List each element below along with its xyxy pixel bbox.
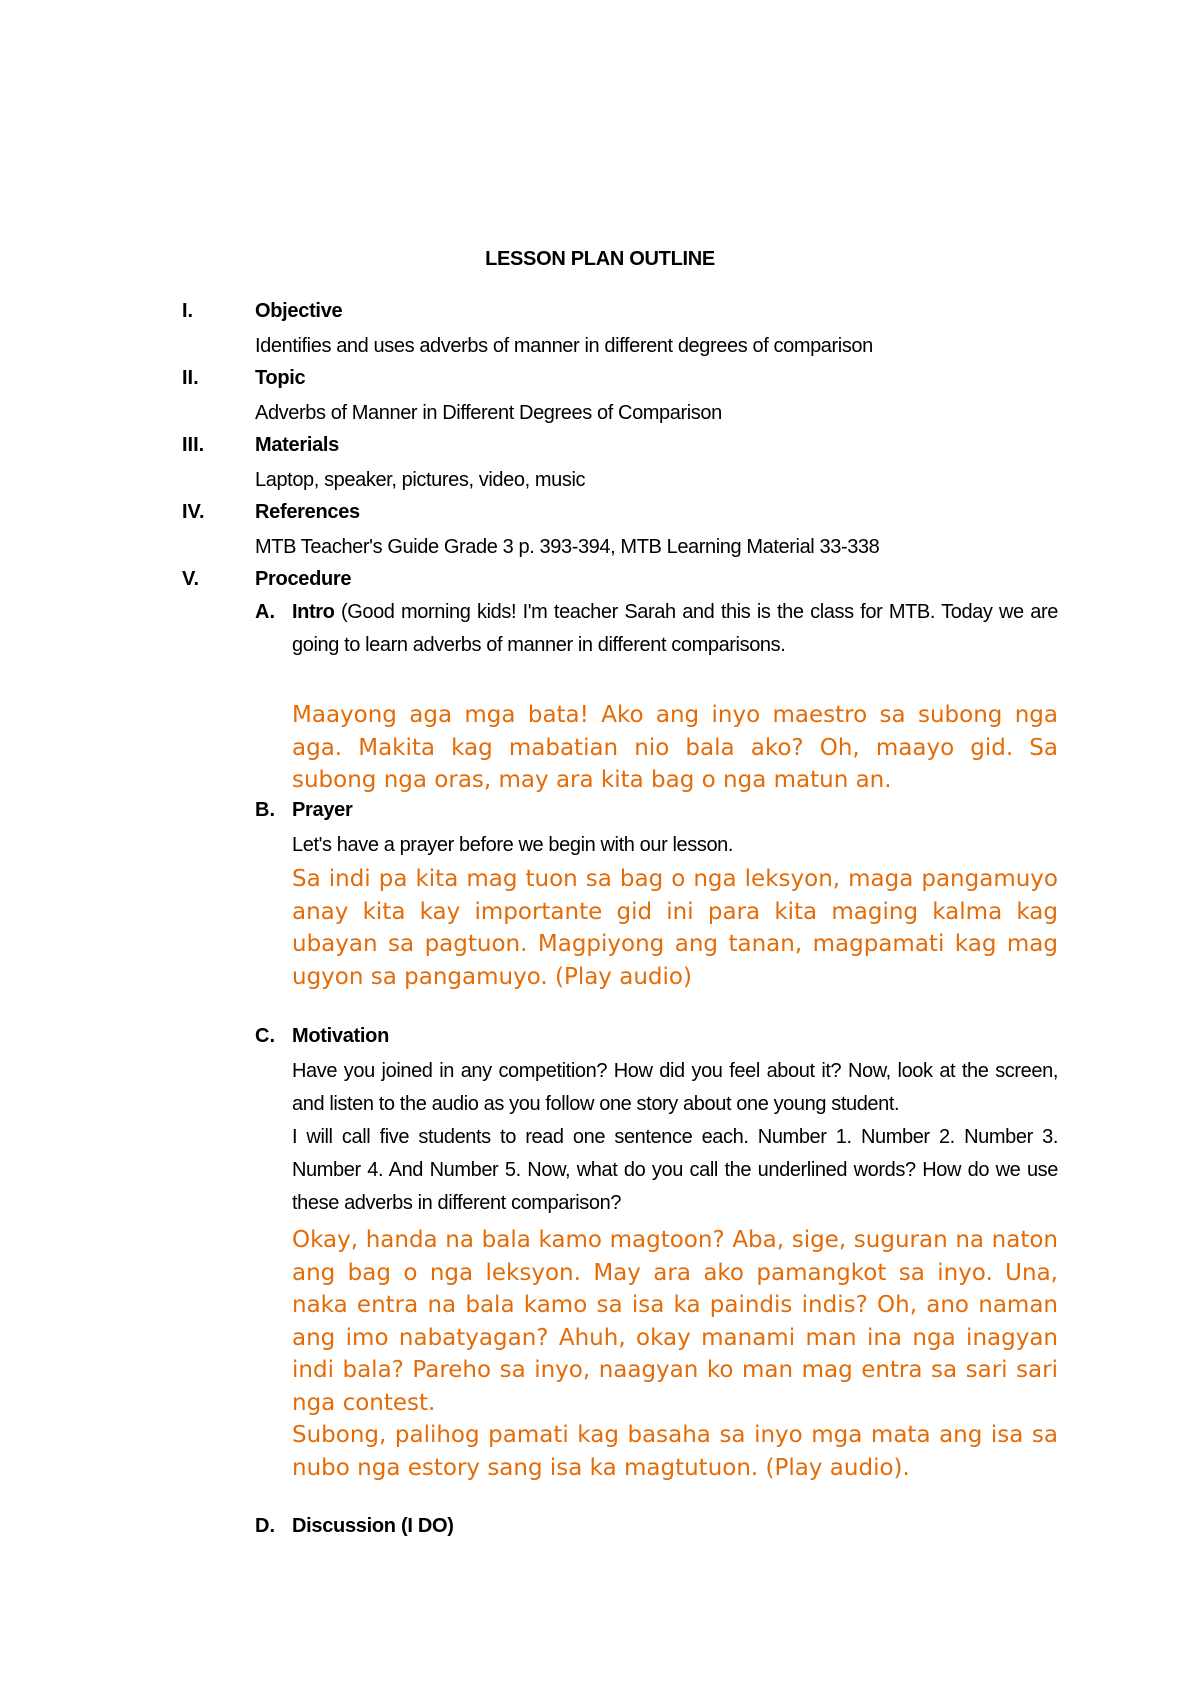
section-heading-references: References <box>255 501 360 523</box>
step-letter: D. <box>255 1515 275 1537</box>
section-heading-materials: Materials <box>255 434 340 456</box>
section-body-references: MTB Teacher's Guide Grade 3 p. 393-394, MTB Learning Material 33-338 <box>255 536 880 558</box>
section-numeral: II. <box>182 367 199 389</box>
step-heading-motivation: Motivation <box>292 1025 389 1047</box>
section-body-objective: Identifies and uses adverbs of manner in different degrees of comparison <box>255 335 873 357</box>
intro-local-text: Maayong aga mga bata! Ako ang inyo maestro sa subong nga aga. Makita kag mabatian nio bala ako? Oh, maayo gid. Sa subong nga oras, may ara kita bag o nga matun an. <box>292 702 1058 793</box>
prayer-english: Let's have a prayer before we begin with our lesson. <box>292 834 734 856</box>
section-body-topic: Adverbs of Manner in Different Degrees of Comparison <box>255 402 722 424</box>
motivation-local-text-2: Subong, palihog pamati kag basaha sa inyo mga mata ang isa sa nubo nga estory sang isa ka magtutuon. (Play audio). <box>292 1422 1058 1481</box>
motivation-english-1: Have you joined in any competition? How did you feel about it? Now, look at the screen, and listen to the audio as you follow one story about one young student. <box>292 1060 1058 1115</box>
intro-english <box>292 596 1058 662</box>
step-letter: C. <box>255 1025 275 1047</box>
step-heading-intro: Intro <box>292 601 335 623</box>
prayer-local-text: Sa indi pa kita mag tuon sa bag o nga leksyon, maga pangamuyo anay kita kay importante gid ini para kita maging kalma kag ubayan sa pagtuon. Magpiyong ang tanan, magpamati kag mag ugyon sa pangamuyo. (Play audio) <box>292 866 1058 990</box>
step-letter: B. <box>255 799 275 821</box>
section-heading-topic: Topic <box>255 367 306 389</box>
section-heading-objective: Objective <box>255 300 343 322</box>
section-heading-procedure: Procedure <box>255 568 352 590</box>
section-numeral: III. <box>182 434 205 456</box>
document-title: LESSON PLAN OUTLINE <box>485 248 715 270</box>
section-body-materials: Laptop, speaker, pictures, video, music <box>255 469 586 491</box>
step-letter: A. <box>255 601 275 623</box>
step-heading-discussion: Discussion (I DO) <box>292 1515 454 1537</box>
section-numeral: IV. <box>182 501 205 523</box>
intro-english-text: (Good morning kids! I'm teacher Sarah and this is the class for MTB. Today we are going to learn adverbs of manner in different comparisons. <box>292 601 1058 656</box>
prayer-local <box>292 863 1058 993</box>
step-heading-prayer: Prayer <box>292 799 353 821</box>
section-numeral: V. <box>182 568 200 590</box>
intro-local <box>292 699 1058 797</box>
motivation-local-text-1: Okay, handa na bala kamo magtoon? Aba, sige, suguran na naton ang bag o nga leksyon. May ara ako pamangkot sa inyo. Una, naka entra na bala kamo sa isa ka paindis indis? Oh, ano naman ang imo nabatyagan? Ahuh, okay manami man ina nga inagyan indi bala? Pareho sa inyo, naagyan ko man mag entra sa sari sari nga contest. <box>292 1227 1058 1416</box>
motivation-english-2: I will call five students to read one sentence each. Number 1. Number 2. Number 3. Number 4. And Number 5. Now, what do you call the underlined words? How do we use these adverbs in different comparison? <box>292 1126 1058 1214</box>
section-numeral: I. <box>182 300 194 322</box>
motivation-local <box>292 1224 1058 1484</box>
